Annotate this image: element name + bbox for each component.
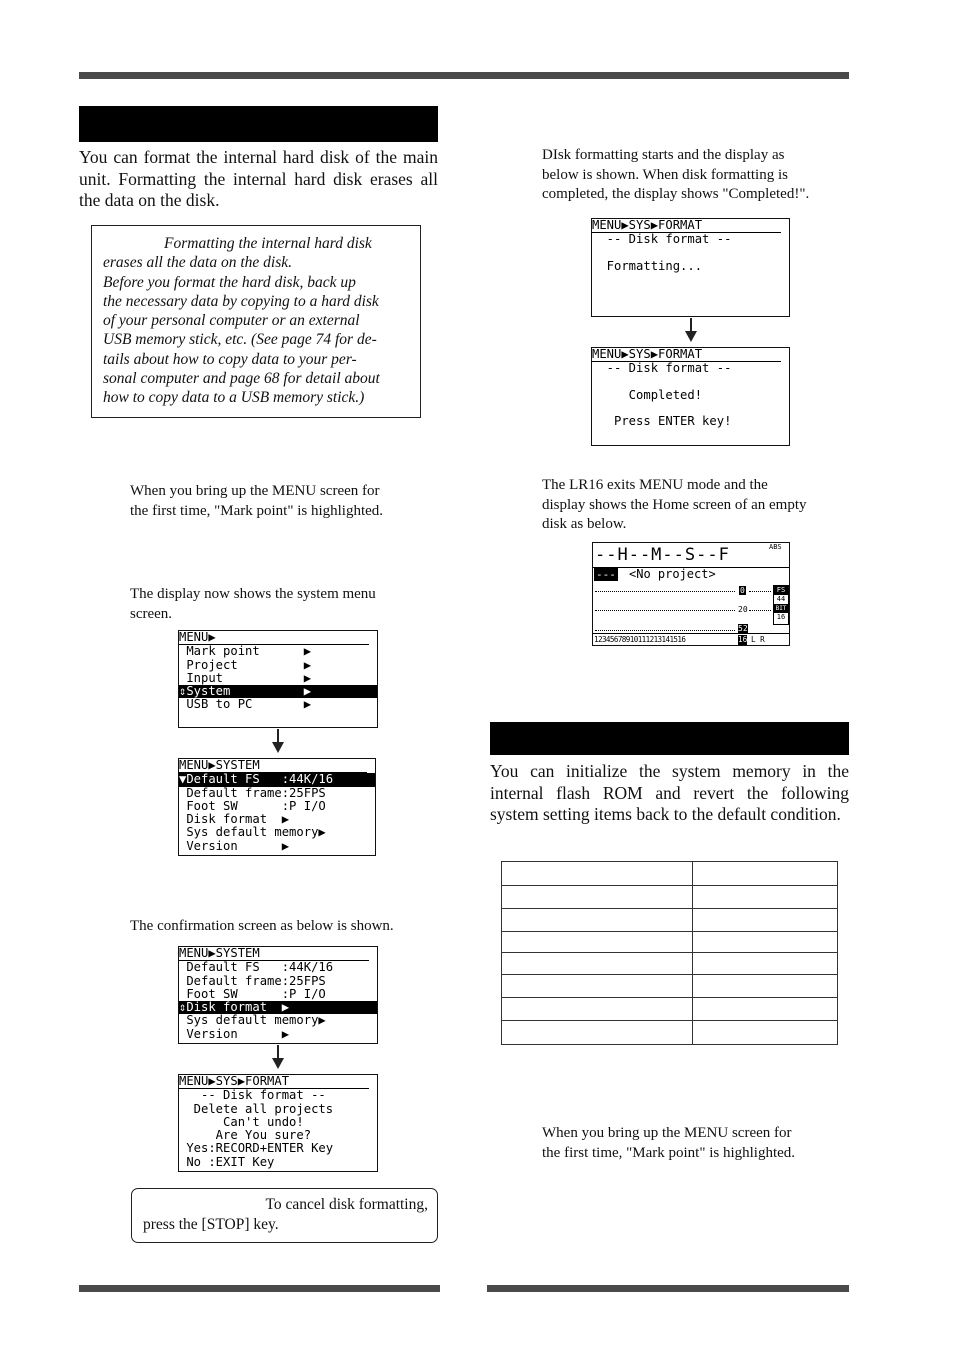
- table-cell-item: [502, 953, 693, 975]
- table-row: [502, 998, 838, 1021]
- warning-note: [91, 225, 421, 418]
- lcd-row-foot-sw: Foot SW :P I/O: [179, 798, 326, 813]
- lcd-row-version: Version ▶: [179, 838, 290, 853]
- lcd-format-confirm-screen: [178, 1074, 378, 1172]
- step3-description: The confirmation screen as below is shown.: [130, 918, 394, 934]
- bit-value: 16: [776, 613, 786, 621]
- meter-dots: [595, 610, 735, 611]
- sys-step1-line: the first time, "Mark point" is highlighted.: [542, 1144, 796, 1161]
- lcd-row-system-selected: ⇕System ▶: [179, 685, 377, 698]
- format-intro: You can format the internal hard disk of the main unit. Formatting the internal hard disk erases all the data on the disk.: [79, 147, 438, 210]
- table-cell-default: [693, 932, 838, 953]
- note-line: USB memory stick, etc. (See page 74 for de-: [103, 331, 377, 349]
- cancel-note: [131, 1188, 438, 1243]
- lcd-row-default-frame: Default frame:25FPS: [179, 973, 326, 988]
- section-title-bar-sys-default: [490, 722, 849, 755]
- lcd-row-input: Input ▶: [179, 670, 312, 685]
- lcd-header: MENU▶SYS▶FORMAT: [592, 348, 781, 362]
- project-name: <No project>: [629, 567, 716, 581]
- table-cell-item: [502, 1021, 693, 1045]
- lcd-menu-screen: [178, 630, 378, 728]
- step2-line: screen.: [130, 605, 173, 622]
- step2-line: The display now shows the system menu: [130, 586, 376, 602]
- table-row: [502, 1021, 838, 1045]
- note-line: of your personal computer or an external: [103, 312, 360, 330]
- lcd-header: MENU▶SYSTEM: [179, 759, 367, 773]
- sys-default-intro: You can initialize the system memory in the internal flash ROM and revert the following system setting items back to the default condition.: [490, 761, 849, 824]
- note-line: the necessary data by copying to a hard disk: [103, 292, 379, 310]
- cancel-note-line: press the [STOP] key.: [143, 1216, 279, 1233]
- cancel-note-line: To cancel disk formatting,: [265, 1196, 428, 1213]
- lcd-system-menu-screen: [178, 758, 376, 856]
- lcd-row-title: -- Disk format --: [592, 361, 732, 376]
- fs-box: [773, 585, 789, 625]
- meter-dots: [595, 630, 735, 631]
- lcd-formatting-screen: [591, 218, 790, 317]
- warning-note-text: [103, 234, 412, 408]
- exit-desc-line: display shows the Home screen of an empty: [542, 496, 807, 513]
- table-cell-default: [693, 975, 838, 998]
- down-arrow-icon: [277, 1045, 279, 1067]
- lcd-row-yes: Yes:RECORD+ENTER Key: [179, 1141, 334, 1156]
- note-line: erases all the data on the disk.: [103, 254, 292, 272]
- lcd-row-formatting: Formatting...: [592, 258, 703, 273]
- note-line: tails about how to copy data to your per-: [103, 350, 357, 368]
- lcd-row-foot-sw: Foot SW :P I/O: [179, 986, 326, 1001]
- table-cell-default: [693, 886, 838, 909]
- table-cell-default: [693, 998, 838, 1021]
- note-line: how to copy data to a USB memory stick.): [103, 389, 365, 407]
- table-cell-item: [502, 886, 693, 909]
- top-rule: [79, 72, 849, 79]
- lcd-row-disk-format-selected: ⇕Disk format ▶: [179, 1001, 377, 1014]
- lcd-header: MENU▶SYS▶FORMAT: [179, 1075, 369, 1089]
- meter-dots: [749, 591, 771, 592]
- lcd-row-title: -- Disk format --: [179, 1088, 326, 1103]
- meter-dots: [749, 610, 771, 611]
- table-cell-item: [502, 975, 693, 998]
- lcd-row-cant-undo: Can't undo!: [179, 1114, 304, 1129]
- bottom-rule-left: [79, 1285, 440, 1292]
- table-cell-default: [693, 953, 838, 975]
- lcd-row-delete: Delete all projects: [179, 1101, 334, 1116]
- exit-description: [542, 476, 857, 535]
- table-row: [502, 909, 838, 932]
- step1-line: When you bring up the MENU screen for: [130, 483, 380, 499]
- down-arrow-icon: [690, 318, 692, 340]
- lcd-row-sys-default-memory: Sys default memory▶: [179, 1013, 326, 1028]
- lcd-row-disk-format: Disk format ▶: [179, 812, 290, 827]
- track-row: [593, 633, 789, 646]
- scale-52: 52: [738, 624, 748, 633]
- lcd-row-blank: [592, 376, 789, 389]
- lcd-header: MENU▶SYSTEM: [179, 947, 369, 961]
- format-desc-line: completed, the display shows "Completed!".: [542, 186, 810, 202]
- format-desc-line: DIsk formatting starts and the display as: [542, 147, 785, 163]
- scale-0: 0: [740, 586, 745, 595]
- track-16-highlight: 16: [738, 635, 748, 644]
- step1-line: the first time, "Mark point" is highlighted.: [130, 502, 384, 519]
- lcd-row-are-you-sure: Are You sure?: [179, 1128, 312, 1143]
- lcd-row-version: Version ▶: [179, 1026, 290, 1041]
- lcd-row-blank: [592, 402, 789, 415]
- table-row: [502, 862, 838, 886]
- sys-step1-description: [542, 1124, 862, 1163]
- abs-label: ABS: [769, 543, 782, 551]
- lcd-row-sys-default-memory: Sys default memory▶: [179, 825, 326, 840]
- lcd-row-title: -- Disk format --: [592, 232, 732, 247]
- bottom-rule-right: [487, 1285, 849, 1292]
- exit-desc-line: The LR16 exits MENU mode and the: [542, 477, 768, 493]
- format-desc-line: below is shown. When disk formatting is: [542, 166, 788, 183]
- lcd-row-press-enter: Press ENTER key!: [592, 414, 732, 429]
- lcd-row-project: Project ▶: [179, 657, 312, 672]
- exit-desc-line: disk as below.: [542, 516, 627, 532]
- home-time-row: [593, 543, 789, 568]
- fs-value: 44: [776, 595, 786, 603]
- time-counter: --H--M--S--F: [595, 545, 730, 565]
- step2-description: [130, 585, 450, 624]
- project-row: [593, 568, 789, 582]
- project-number: ---: [596, 568, 616, 581]
- note-line: Formatting the internal hard disk: [164, 235, 372, 252]
- table-cell-item: [502, 932, 693, 953]
- lcd-row-default-frame: Default frame:25FPS: [179, 785, 326, 800]
- sys-step1-line: When you bring up the MENU screen for: [542, 1125, 792, 1141]
- cancel-note-text: [143, 1195, 428, 1235]
- table-cell-item: [502, 862, 693, 886]
- lcd-row-no: No :EXIT Key: [179, 1154, 275, 1169]
- lcd-row-blank: [592, 247, 789, 260]
- lcd-row-usb-to-pc: USB to PC ▶: [179, 697, 312, 712]
- lcd-completed-screen: [591, 347, 790, 446]
- lcd-header: MENU▶SYS▶FORMAT: [592, 219, 781, 233]
- table-cell-item: [502, 998, 693, 1021]
- lr-label: L R: [751, 635, 765, 644]
- scale-20: 20: [738, 605, 748, 614]
- fs-label: FS: [774, 586, 788, 595]
- track-numbers: 12345678910111213141516: [594, 635, 686, 644]
- table-row: [502, 886, 838, 909]
- meter-area: [593, 583, 789, 633]
- table-row: [502, 932, 838, 953]
- table-row: [502, 953, 838, 975]
- table-cell-default: [693, 1021, 838, 1045]
- section-title-bar-format: [79, 106, 438, 142]
- lcd-row-default-fs: Default FS :44K/16: [179, 960, 334, 975]
- meter-dots: [595, 591, 735, 592]
- table-cell-default: [693, 909, 838, 932]
- step1-description: [130, 482, 450, 521]
- note-line: Before you format the hard disk, back up: [103, 273, 356, 291]
- table-cell-item: [502, 909, 693, 932]
- lcd-system-menu-disk-format: [178, 946, 378, 1044]
- default-settings-table: [501, 861, 838, 1045]
- lcd-row-completed: Completed!: [592, 387, 703, 402]
- table-row: [502, 975, 838, 998]
- lcd-row-default-fs-selected: ▼Default FS :44K/16: [179, 773, 375, 786]
- formatting-description: [542, 146, 852, 205]
- down-arrow-icon: [277, 729, 279, 751]
- bit-label: BIT: [775, 605, 787, 612]
- lcd-row-mark-point: Mark point ▶: [179, 644, 312, 659]
- table-cell-default: [693, 862, 838, 886]
- lcd-home-screen: [592, 542, 790, 646]
- note-line: sonal computer and page 68 for detail about: [103, 370, 380, 388]
- lcd-header: MENU▶: [179, 631, 369, 645]
